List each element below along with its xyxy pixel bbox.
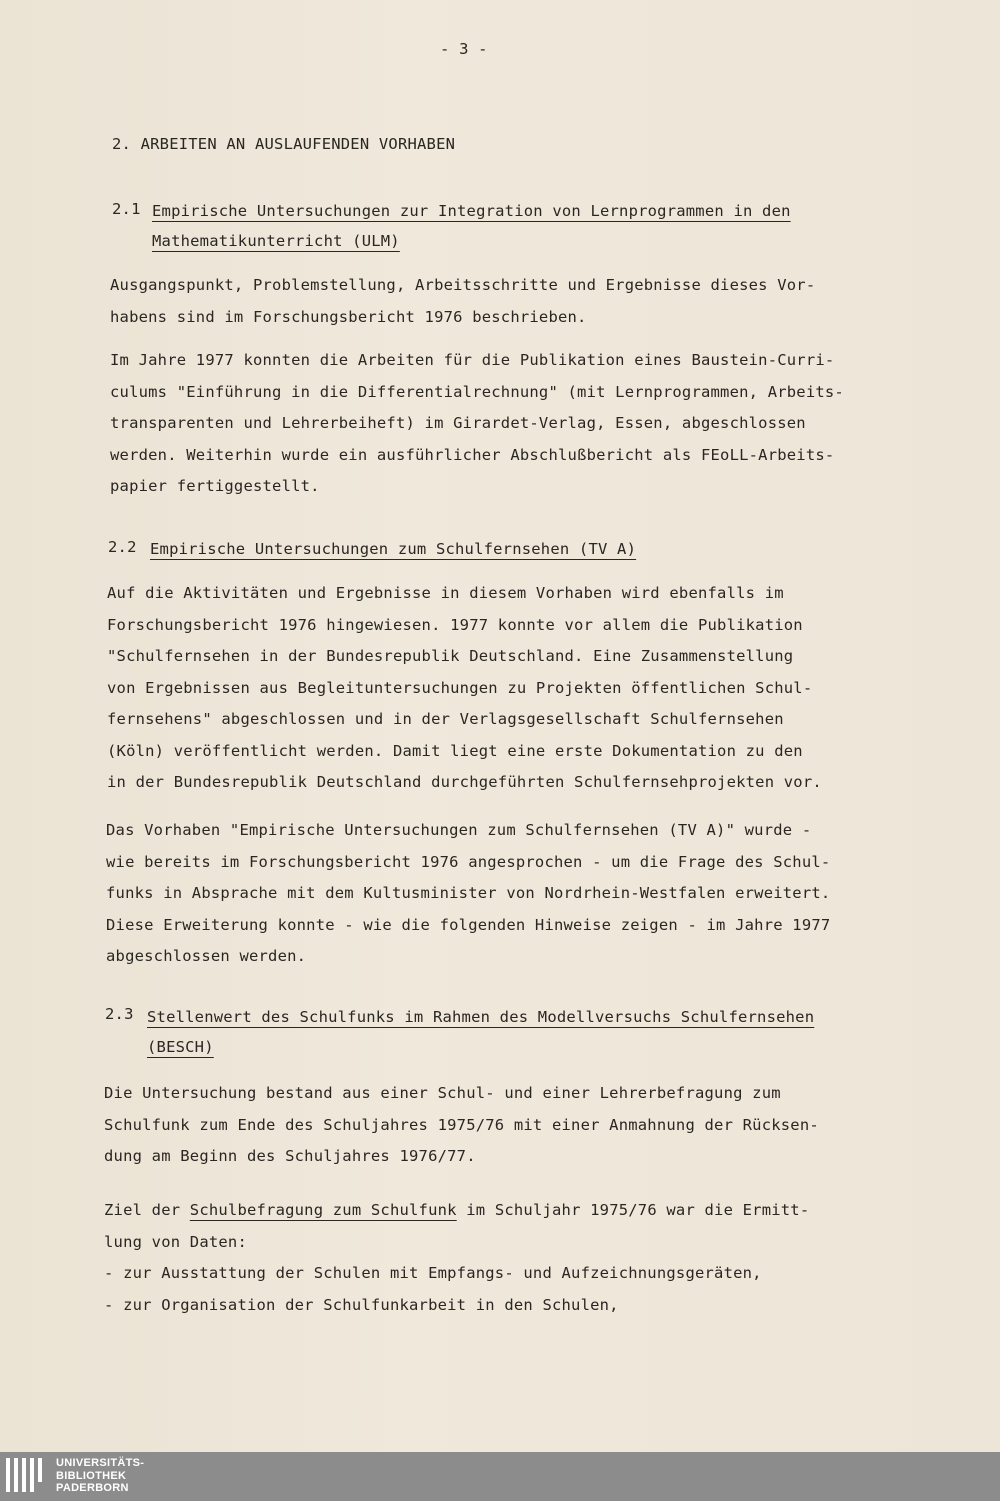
text-line: in der Bundesrepublik Deutschland durchgeführten Schulfernsehprojekten vor. bbox=[107, 773, 822, 791]
text-line: culums "Einführung in die Differentialrechnung" (mit Lernprogrammen, Arbeits- bbox=[110, 382, 844, 401]
text-line: Das Vorhaben "Empirische Untersuchungen zum Schulfernsehen (TV A)" wurde - bbox=[106, 821, 812, 839]
text-line: fernsehens" abgeschlossen und in der Verlagsgesellschaft Schulfernsehen bbox=[107, 710, 784, 728]
section-2-1-paragraph-1 bbox=[110, 270, 815, 333]
library-name bbox=[56, 1457, 144, 1495]
text-fragment: Ziel der bbox=[104, 1201, 190, 1219]
text-line: von Ergebnissen aus Begleituntersuchungen zu Projekten öffentlichen Schul- bbox=[107, 678, 813, 697]
text-line: funks in Absprache mit dem Kultusminister von Nordrhein-Westfalen erweitert. bbox=[106, 884, 831, 902]
library-logo-icon bbox=[6, 1458, 46, 1496]
bullet-item: - zur Organisation der Schulfunkarbeit in den Schulen, bbox=[104, 1295, 619, 1314]
text-line: abgeschlossen werden. bbox=[106, 947, 307, 965]
section-2-2-paragraph-1 bbox=[107, 578, 822, 799]
text-line: wie bereits im Forschungsbericht 1976 angesprochen - um die Frage des Schul- bbox=[106, 852, 831, 871]
text-line: Im Jahre 1977 konnten die Arbeiten für die Publikation eines Baustein-Curri- bbox=[110, 351, 835, 369]
text-line: dung am Beginn des Schuljahres 1976/77. bbox=[104, 1147, 476, 1165]
text-line: transparenten und Lehrerbeiheft) im Girardet-Verlag, Essen, abgeschlossen bbox=[110, 414, 806, 432]
section-2-2-title: Empirische Untersuchungen zum Schulfernsehen (TV A) bbox=[150, 540, 637, 558]
library-name-line: UNIVERSITÄTS- bbox=[56, 1457, 145, 1469]
section-2-3-title-line1: Stellenwert des Schulfunks im Rahmen des Modellversuchs Schulfernsehen bbox=[147, 1008, 815, 1026]
page-number: - 3 - bbox=[440, 40, 488, 58]
text-line: Forschungsbericht 1976 hingewiesen. 1977 konnte vor allem die Publikation bbox=[107, 615, 803, 634]
text-fragment: im Schuljahr 1975/76 war die Ermitt- bbox=[456, 1201, 810, 1219]
chapter-heading: 2. ARBEITEN AN AUSLAUFENDEN VORHABEN bbox=[112, 135, 456, 153]
section-2-2-paragraph-2 bbox=[106, 815, 830, 973]
library-footer-bar bbox=[0, 1452, 1000, 1501]
section-2-1-number: 2.1 bbox=[112, 200, 141, 218]
text-line: Diese Erweiterung konnte - wie die folgenden Hinweise zeigen - im Jahre 1977 bbox=[106, 915, 831, 934]
text-line: papier fertiggestellt. bbox=[110, 477, 320, 495]
section-2-3-number: 2.3 bbox=[105, 1005, 134, 1023]
section-2-2-number: 2.2 bbox=[108, 538, 137, 556]
text-line: Schulfunk zum Ende des Schuljahres 1975/76 mit einer Anmahnung der Rücksen- bbox=[104, 1115, 819, 1134]
library-name-line: PADERBORN bbox=[56, 1482, 129, 1494]
section-2-1-paragraph-2 bbox=[110, 345, 844, 503]
text-line: (Köln) veröffentlicht werden. Damit liegt eine erste Dokumentation zu den bbox=[107, 741, 803, 760]
text-line: werden. Weiterhin wurde ein ausführlicher Abschlußbericht als FEoLL-Arbeits- bbox=[110, 445, 835, 464]
text-line: Auf die Aktivitäten und Ergebnisse in diesem Vorhaben wird ebenfalls im bbox=[107, 584, 784, 602]
section-2-3-paragraph-2 bbox=[104, 1195, 809, 1321]
text-line: Die Untersuchung bestand aus einer Schul- und einer Lehrerbefragung zum bbox=[104, 1084, 781, 1102]
underlined-term: Schulbefragung zum Schulfunk bbox=[189, 1201, 457, 1219]
text-line bbox=[104, 1195, 809, 1227]
text-line: Ausgangspunkt, Problemstellung, Arbeitsschritte und Ergebnisse dieses Vor- bbox=[110, 276, 816, 294]
library-name-line: BIBLIOTHEK bbox=[56, 1469, 127, 1482]
text-line: habens sind im Forschungsbericht 1976 beschrieben. bbox=[110, 307, 587, 326]
section-2-1-title-line2: Mathematikunterricht (ULM) bbox=[152, 232, 400, 250]
section-2-3-title-line2: (BESCH) bbox=[147, 1038, 214, 1056]
section-2-1-title-line1: Empirische Untersuchungen zur Integration von Lernprogrammen in den bbox=[152, 202, 791, 220]
section-2-3-paragraph-1 bbox=[104, 1078, 819, 1173]
text-line: "Schulfernsehen in der Bundesrepublik Deutschland. Eine Zusammenstellung bbox=[107, 647, 794, 665]
text-line: lung von Daten: bbox=[104, 1232, 247, 1251]
bullet-item: - zur Ausstattung der Schulen mit Empfangs- und Aufzeichnungsgeräten, bbox=[104, 1264, 762, 1282]
